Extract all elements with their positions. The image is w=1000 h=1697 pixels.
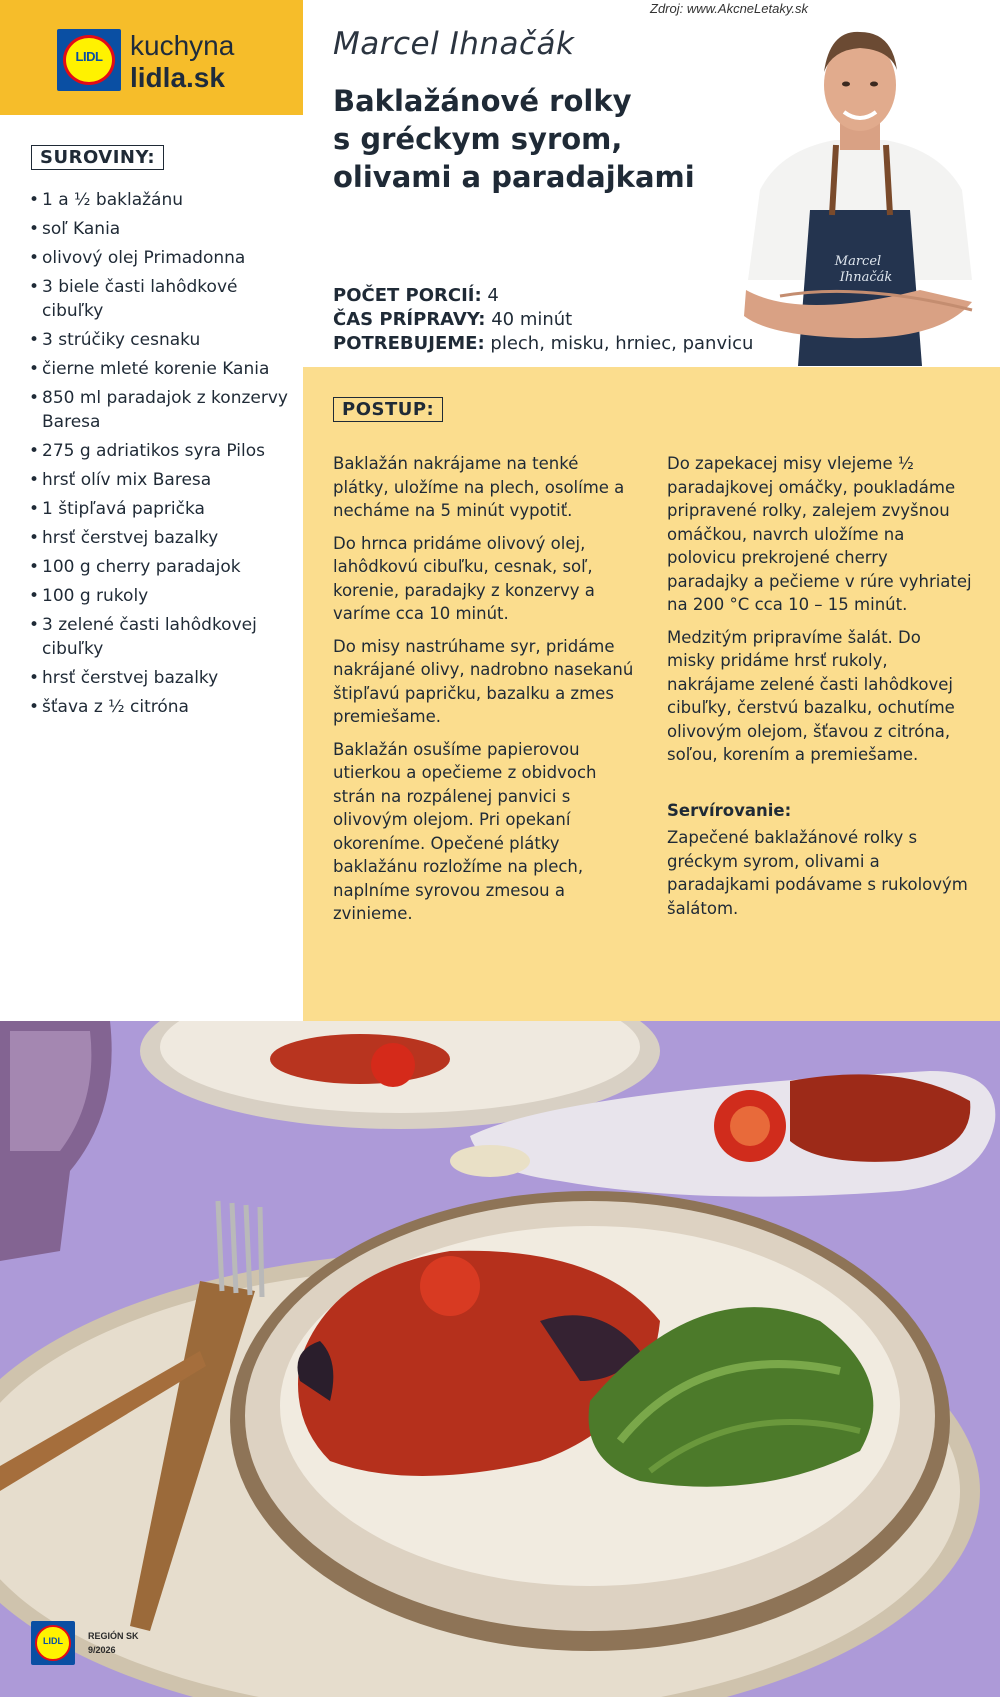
procedure-heading: POSTUP: [333,397,443,422]
procedure-step: Medzitým pripravíme šalát. Do misky pridáme hrsť rukoly, nakrájame zelené časti lahôdkovej cibuľky, čerstvú bazalku, ochutíme olivovým olejom, šťavou z citróna, soľou, korením a premiešame. [667,627,955,764]
procedure-column-left [333,452,638,935]
ingredient-item: • 100 g rukoly [29,584,299,608]
procedure-column-right [667,452,972,929]
ingredient-item: • 3 zelené časti lahôdkovej cibuľky [29,613,299,661]
title-line: Baklažánové rolky [333,84,632,118]
portions-label: POČET PORCIÍ: [333,285,482,306]
ingredient-item: • olivový olej Primadonna [29,246,299,270]
procedure-step: Do hrnca pridáme olivový olej, lahôdkovú cibuľku, cesnak, soľ, korenie, paradajky z konzervy a varíme cca 10 minút. [333,533,595,623]
title-line: olivami a paradajkami [333,160,695,194]
time-label: ČAS PRÍPRAVY: [333,309,486,330]
ingredient-item: • 275 g adriatikos syra Pilos [29,439,299,463]
brand-name[interactable] [130,30,234,94]
procedure-step: Baklažán osušíme papierovou utierkou a opečieme z obidvoch strán na rozpálenej panvici s olivovým olejom. Pri opekaní okoreníme. Opečené plátky baklažánu rozložíme na plech, naplníme syrovou zmesou a zvinieme. [333,739,597,923]
procedure-step: Baklažán nakrájame na tenké plátky, uložíme na plech, osolíme a necháme na 5 minút vypotiť. [333,454,625,520]
title-line: s gréckym syrom, [333,122,623,156]
lidl-logo[interactable] [57,29,121,91]
ingredient-item: • 100 g cherry paradajok [29,555,299,579]
issue-number: 9/2026 [88,1645,116,1655]
footer-lidl-logo[interactable] [31,1621,75,1665]
chef-name: Marcel Ihnačák [333,26,575,62]
ingredient-item: • hrsť čerstvej bazalky [29,526,299,550]
ingredients-heading: SUROVINY: [31,145,164,170]
ingredient-item: • soľ Kania [29,217,299,241]
brand-header [0,0,303,115]
ingredient-item: • 3 strúčiky cesnaku [29,328,299,352]
recipe-title [333,82,733,196]
ingredient-item: • šťava z ½ citróna [29,695,299,719]
footer-logo-text: LIDL [43,1636,63,1646]
apron-text: Marcel [834,254,882,269]
ingredient-item: • 1 štipľavá paprička [29,497,299,521]
portions-value: 4 [481,285,499,306]
portions-row [333,284,753,308]
ingredient-item: • 3 biele časti lahôdkové cibuľky [29,275,299,323]
ingredient-item: • 1 a ½ baklažánu [29,188,299,212]
lidl-logo-text: LIDL [75,49,103,64]
ingredient-item: • čierne mleté korenie Kania [29,357,299,381]
equipment-label: POTREBUJEME: [333,333,485,354]
recipe-meta [333,284,753,356]
region-label: REGIÓN SK [88,1631,139,1641]
brand-name-line1: kuchyna [130,30,235,61]
brand-name-line2: lidla.sk [130,62,225,93]
equipment-row [333,332,753,356]
source-credit: Zdroj: www.AkcneLetaky.sk [650,1,808,16]
time-row [333,308,753,332]
procedure-step: Do zapekacej misy vlejeme ½ paradajkovej omáčky, poukladáme pripravené rolky, zalejem zvyšnou omáčkou, navrch uložíme na polovicu prekrojené cherry paradajky a pečieme v rúre vyhriatej na 200 °C cca 10 – 15 minút. [667,454,972,614]
equipment-value: plech, misku, hrniec, panvicu [484,333,754,354]
ingredient-item: • hrsť čerstvej bazalky [29,666,299,690]
time-value: 40 minút [485,309,573,330]
apron-text: Ihnačák [839,270,893,285]
serving-heading: Servírovanie: [667,800,792,820]
procedure-step: Do misy nastrúhame syr, pridáme nakrájané olivy, nadrobno nasekanú štipľavú papričku, bazalku a zmes premiešame. [333,636,634,726]
serving-text: Zapečené baklažánové rolky s gréckym syrom, olivami a paradajkami podávame s rukolovým šalátom. [667,828,968,918]
region-info [88,1629,139,1657]
procedure-panel [303,367,1000,1021]
ingredient-item: • hrsť olív mix Baresa [29,468,299,492]
chef-photo [740,20,980,366]
ingredients-list [29,188,299,724]
dish-photo [0,1021,1000,1697]
ingredient-item: • 850 ml paradajok z konzervy Baresa [29,386,299,434]
